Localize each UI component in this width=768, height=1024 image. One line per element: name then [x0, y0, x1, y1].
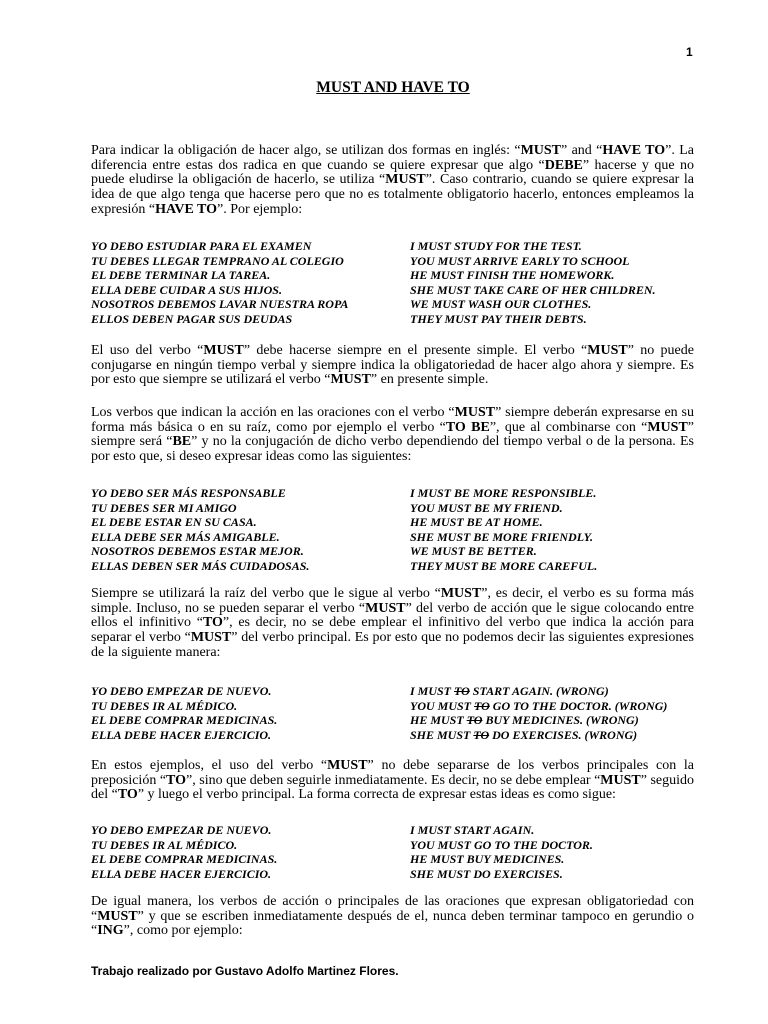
paragraph-3: Los verbos que indican la acción en las oraciones con el verbo “MUST” siempre deberán expresarse en su forma más básica o en su raíz, como por ejemplo el verbo “TO BE”, que al combinarse con “MUST” siempre será “BE” y no la conjugación de dicho verbo dependiendo del tiempo verbal o de la persona. Es por esto que, si deseo expresar ideas como las siguientes: [91, 405, 695, 465]
examples-list-2 [91, 486, 711, 573]
example-row: ELLA DEBE HACER EJERCICIO. SHE MUST DO EXERCISES. [91, 866, 563, 881]
example-row: ELLAS DEBEN SER MÁS CUIDADOSAS. THEY MUST BE MORE CAREFUL. [91, 558, 598, 573]
example-row: NOSOTROS DEBEMOS LAVAR NUESTRA ROPA WE MUST WASH OUR CLOTHES. [91, 297, 592, 311]
example-row: TU DEBES LLEGAR TEMPRANO AL COLEGIO YOU MUST ARRIVE EARLY TO SCHOOL [91, 253, 630, 268]
example-row: NOSOTROS DEBEMOS ESTAR MEJOR. WE MUST BE BETTER. [91, 544, 537, 558]
examples-list-correct [91, 823, 711, 881]
example-row: TU DEBES IR AL MÉDICO. YOU MUST GO TO THE DOCTOR. [91, 837, 593, 852]
intro-paragraph: Para indicar la obligación de hacer algo, se utilizan dos formas en inglés: “MUST” and “HAVE TO”. La diferencia entre estas dos radica en que cuando se quiere expresar que algo “DEBE” hacerse y que no puede eludirse la obligación de hacerlo, se utiliza “MUST”. Caso contrario, cuando se quiere expresar la idea de que algo tenga que hacerse pero que no es totalmente obligatorio hacerlo, entonces empleamos la expresión “HAVE TO”. Por ejemplo: [91, 143, 694, 217]
example-row: ELLA DEBE CUIDAR A SUS HIJOS. SHE MUST TAKE CARE OF HER CHILDREN. [91, 282, 656, 297]
example-row: EL DEBE COMPRAR MEDICINAS. HE MUST BUY MEDICINES. [91, 852, 565, 866]
page-title: MUST AND HAVE TO [316, 79, 470, 96]
paragraph-6: De igual manera, los verbos de acción o principales de las oraciones que expresan obligatoriedad con “MUST” y que se escriben inmediatamente después de el, nunca deben terminar tampoco en gerundio o “ING”, como por ejemplo: [91, 894, 694, 939]
paragraph-4: Siempre se utilizará la raíz del verbo que le sigue al verbo “MUST”, es decir, el verbo es su forma más simple. Incluso, no se pueden separar el verbo “MUST” del verbo de acción que le sigue colocando entre ellos el infinitivo “TO”, es decir, no se debe emplear el infinitivo del verbo que indica la acción para separar el verbo “MUST” del verbo principal. Es por esto que no podemos decir las siguientes expresiones de la siguiente manera: [91, 586, 695, 660]
example-row: ELLA DEBE HACER EJERCICIO. SHE MUST TO DO EXERCISES. (WRONG) [91, 727, 638, 742]
paragraph-5: En estos ejemplos, el uso del verbo “MUST” no debe separarse de los verbos principales con la preposición “TO”, sino que deben seguirle inmediatamente. Es decir, no se debe emplear “MUST” seguido del “TO” y luego el verbo principal. La forma correcta de expresar estas ideas es como sigue: [91, 758, 695, 803]
example-row: EL DEBE ESTAR EN SU CASA. HE MUST BE AT HOME. [91, 515, 543, 529]
example-row: ELLA DEBE SER MÁS AMIGABLE. SHE MUST BE MORE FRIENDLY. [91, 529, 594, 544]
struck-to: TO [473, 727, 490, 742]
examples-list-1 [91, 239, 711, 326]
example-row: TU DEBES SER MI AMIGO YOU MUST BE MY FRIEND. [91, 500, 563, 515]
struck-to: TO [474, 698, 490, 713]
example-row: TU DEBES IR AL MÉDICO. YOU MUST TO GO TO THE DOCTOR. (WRONG) [91, 698, 668, 713]
paragraph-2: El uso del verbo “MUST” debe hacerse siempre en el presente simple. El verbo “MUST” no puede conjugarse en ningún tiempo verbal y siempre indica la obligatoriedad de hacer algo ahora y siempre. Es por esto que siempre se utilizará el verbo “MUST” en presente simple. [91, 343, 694, 388]
example-row: EL DEBE COMPRAR MEDICINAS. HE MUST TO BUY MEDICINES. (WRONG) [91, 713, 639, 727]
example-row: YO DEBO ESTUDIAR PARA EL EXAMEN I MUST STUDY FOR THE TEST. [91, 239, 582, 253]
author-footer: Trabajo realizado por Gustavo Adolfo Martinez Flores. [91, 964, 399, 978]
struck-to: TO [466, 713, 483, 727]
example-row: YO DEBO EMPEZAR DE NUEVO. I MUST START AGAIN. [91, 823, 535, 837]
example-row: ELLOS DEBEN PAGAR SUS DEUDAS THEY MUST PAY THEIR DEBTS. [91, 311, 587, 326]
example-row: YO DEBO SER MÁS RESPONSABLE I MUST BE MORE RESPONSIBLE. [91, 486, 597, 500]
page-number: 1 [686, 45, 693, 59]
example-row: EL DEBE TERMINAR LA TAREA. HE MUST FINISH THE HOMEWORK. [91, 268, 615, 282]
struck-to: TO [454, 684, 470, 698]
example-row: YO DEBO EMPEZAR DE NUEVO. I MUST TO START AGAIN. (WRONG) [91, 684, 609, 698]
examples-list-wrong [91, 684, 711, 742]
